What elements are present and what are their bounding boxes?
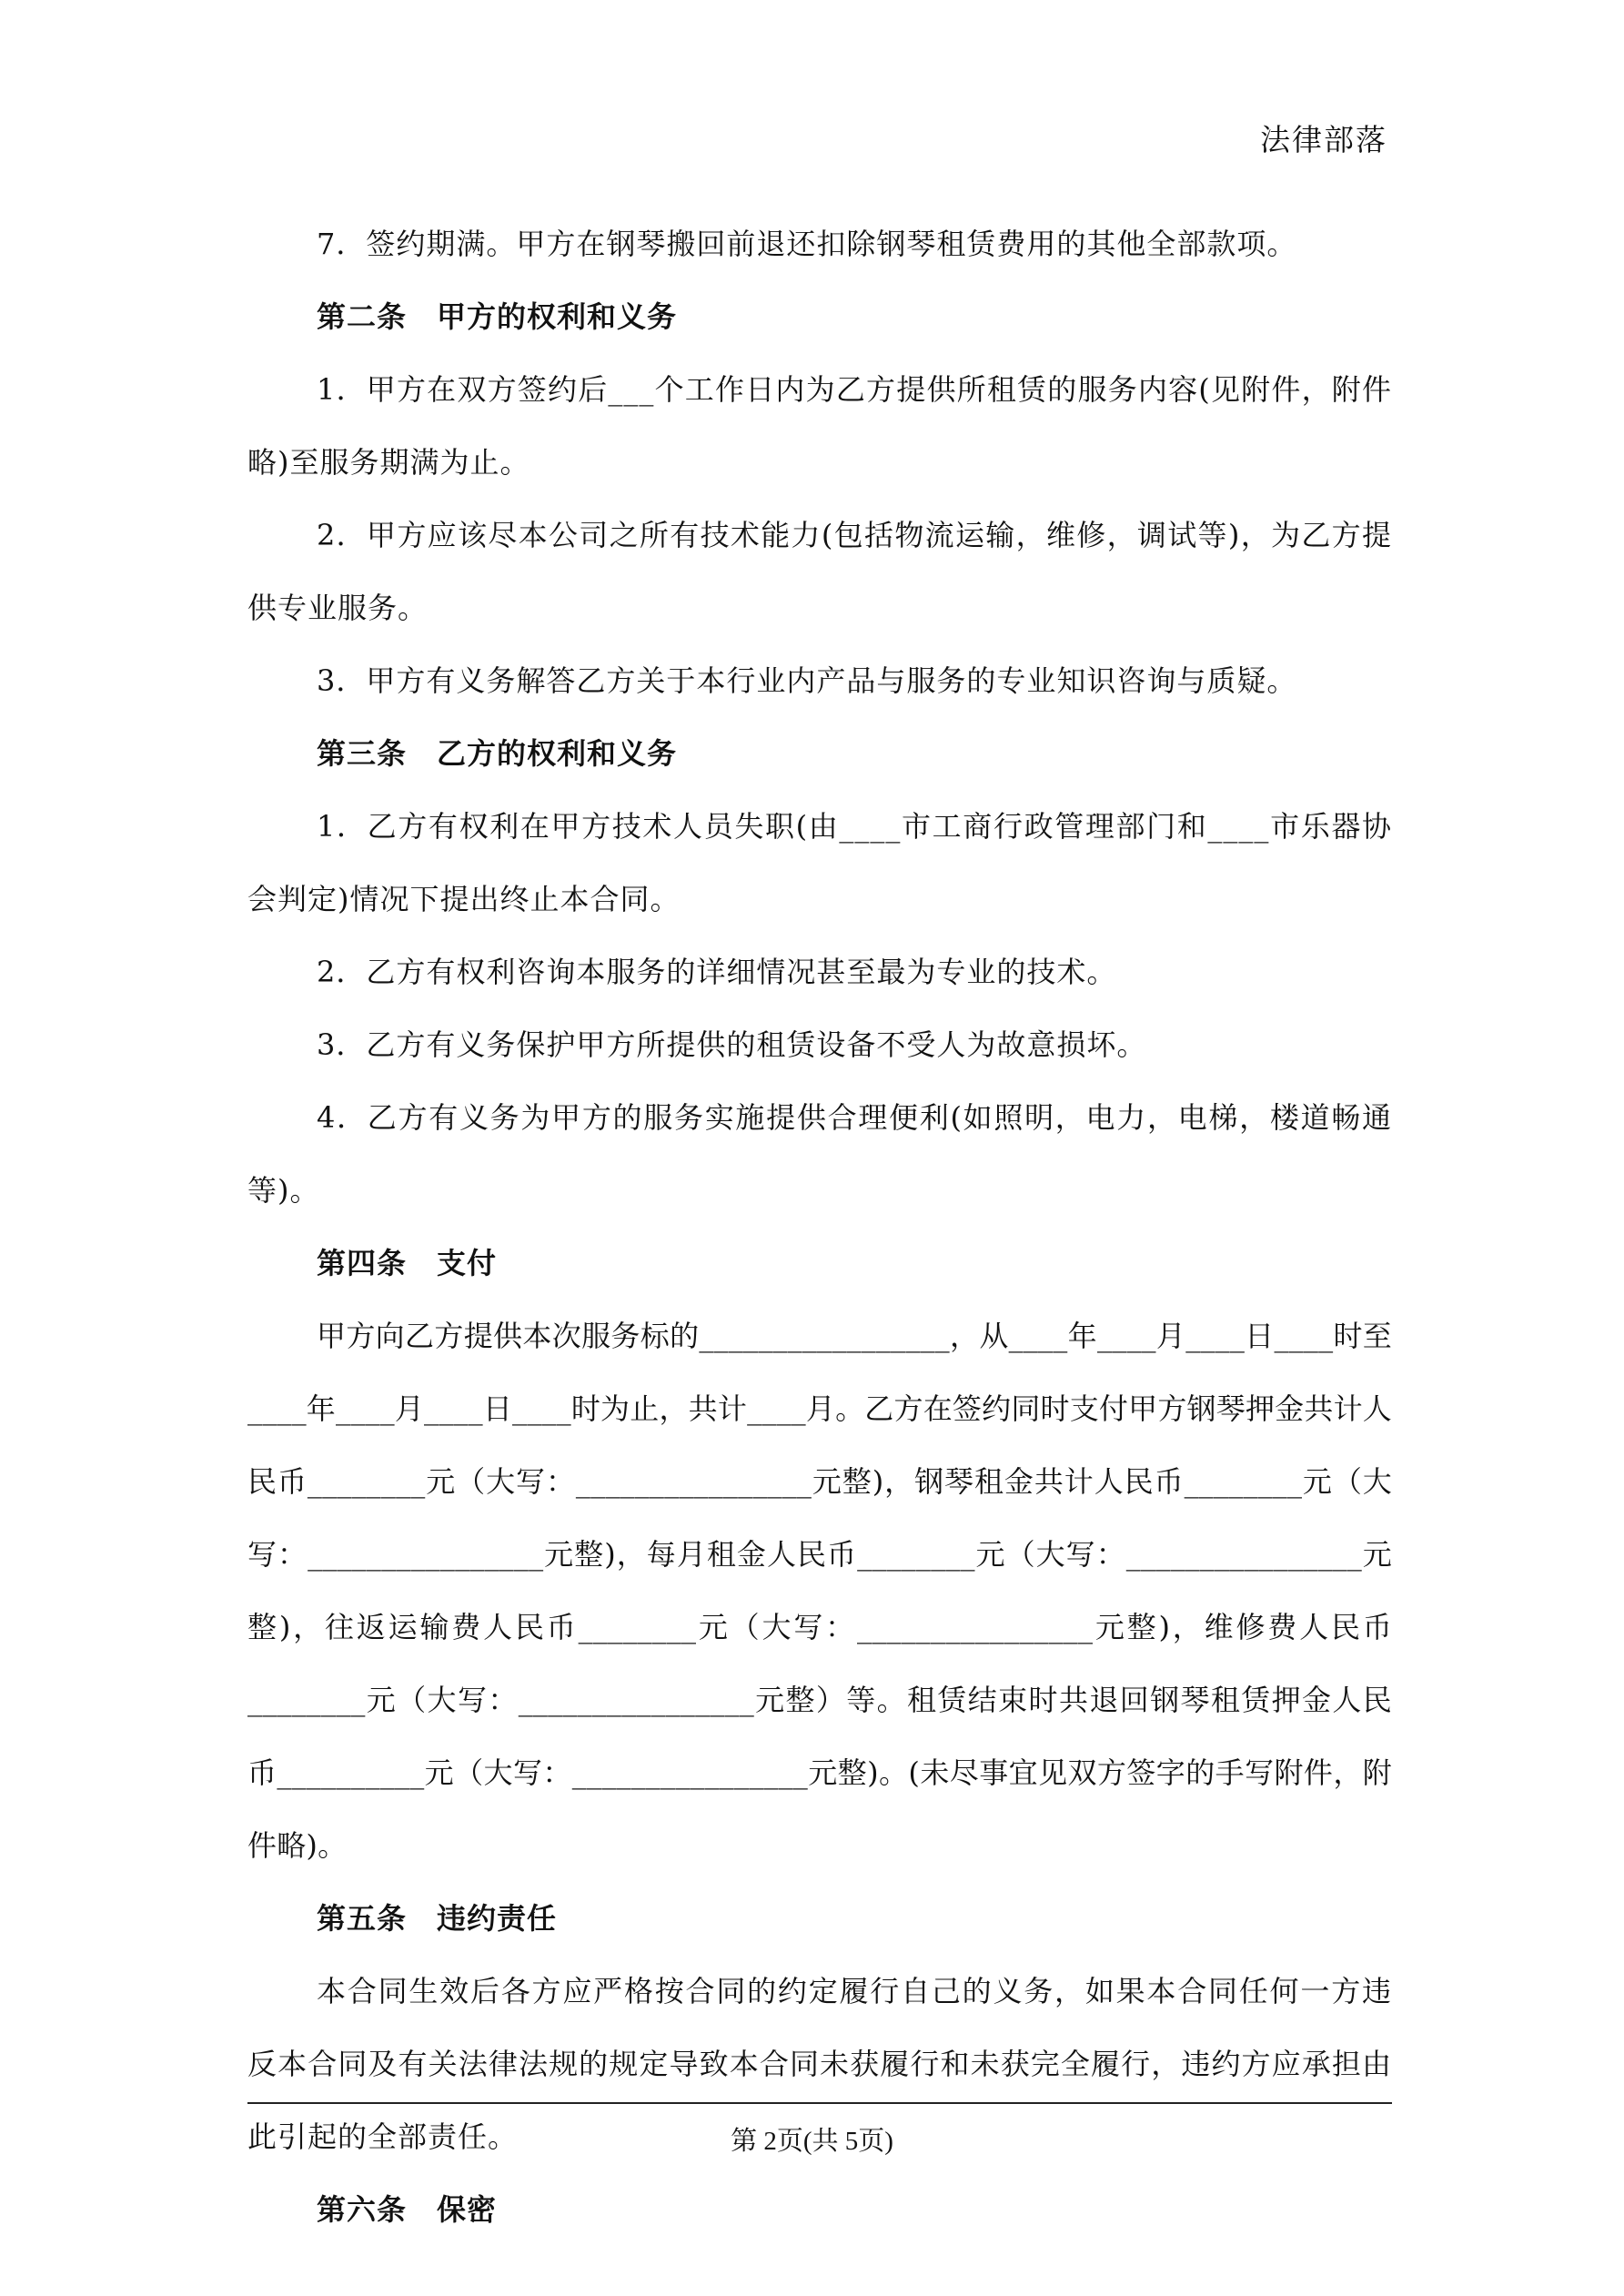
article-2-title: 第二条 甲方的权利和义务: [317, 299, 678, 334]
article-3-item-2: 2．乙方有权利咨询本服务的详细情况甚至最为专业的技术。: [317, 955, 1117, 989]
article-4-payment-terms: 甲方向乙方提供本次服务标的_________________，从____年____月____日____时至____年____月____日____时为止，共计____月。乙方在签约同时支付甲方钢琴押金共计人民币________元（大写：________________元整)，钢琴租金共计人民币________元（大写：________________元整)，每月租金人民币________元（大写：________________元整)，往返运输费人民币________元（大写：________________元整)，维修费人民币________元（大写：________________元整）等。租赁结束时共退回钢琴租赁押金人民币__________元（大写：________________元整)。(未尽事宜见双方签字的手写附件，附件略)。: [247, 1319, 1392, 1863]
article-2-item-2: 2．甲方应该尽本公司之所有技术能力(包括物流运输，维修，调试等)，为乙方提供专业服务。: [247, 518, 1392, 625]
article-3-title: 第三条 乙方的权利和义务: [317, 736, 678, 771]
clause-7: 7．签约期满。甲方在钢琴搬回前退还扣除钢琴租赁费用的其他全部款项。: [317, 227, 1297, 261]
article-5-text: 本合同生效后各方应严格按合同的约定履行自己的义务，如果本合同任何一方违反本合同及有关法律法规的规定导致本合同未获履行和未获完全履行，违约方应承担由此引起的全部责任。: [247, 1974, 1392, 2154]
article-4-title: 第四条 支付: [317, 1246, 498, 1280]
article-5-title: 第五条 违约责任: [317, 1901, 558, 1936]
article-3-item-3: 3．乙方有义务保护甲方所提供的租赁设备不受人为故意损坏。: [317, 1027, 1147, 1062]
article-3-item-1: 1．乙方有权利在甲方技术人员失职(由____市工商行政管理部门和____市乐器协会判定)情况下提出终止本合同。: [247, 809, 1392, 916]
article-2-item-3: 3．甲方有义务解答乙方关于本行业内产品与服务的专业知识咨询与质疑。: [317, 663, 1297, 698]
document-body: [247, 207, 1392, 2246]
page-number: 第 2页(共 5页): [731, 2127, 893, 2156]
article-6-title: 第六条 保密: [317, 2192, 498, 2227]
header-brand: 法律部落: [1260, 122, 1387, 157]
footer-divider: [247, 2102, 1392, 2104]
article-2-item-1: 1．甲方在双方签约后___个工作日内为乙方提供所租赁的服务内容(见附件，附件略)至服务期满为止。: [247, 372, 1392, 480]
article-3-item-4: 4．乙方有义务为甲方的服务实施提供合理便利(如照明，电力，电梯，楼道畅通等)。: [247, 1100, 1392, 1208]
